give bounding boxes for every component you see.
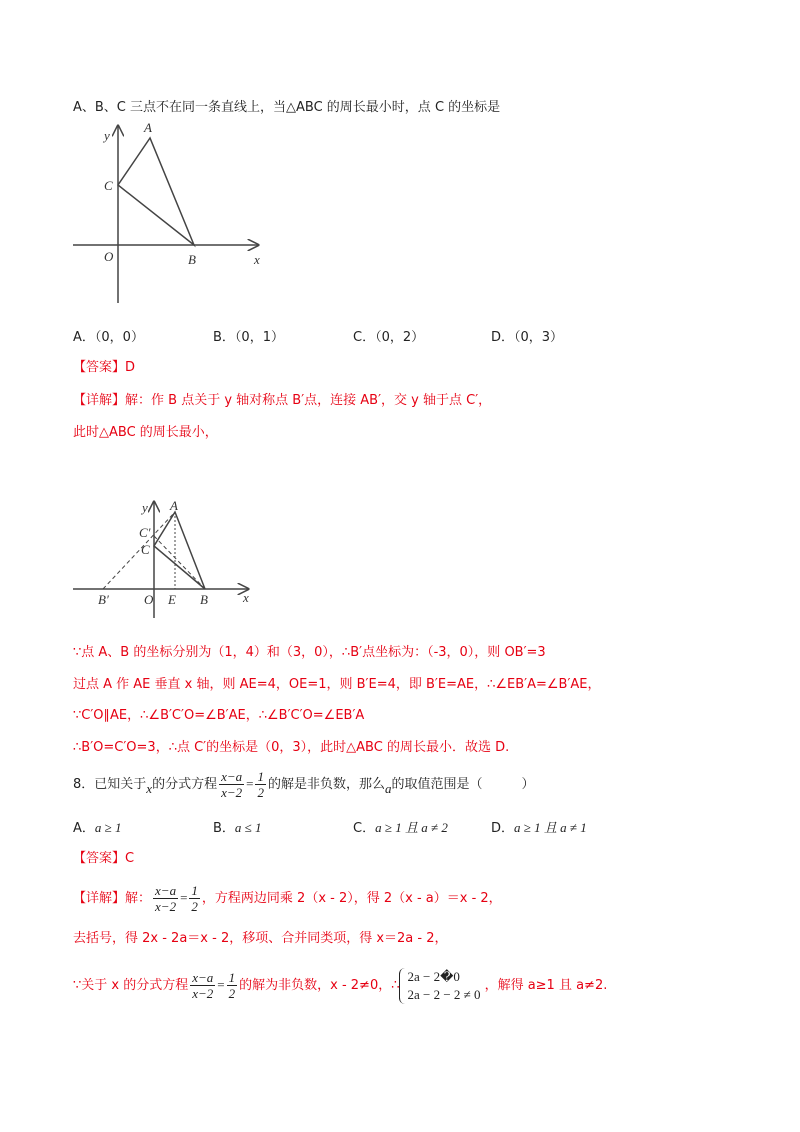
q8-option-d[interactable]: D．a ≥ 1 且 a ≠ 1 bbox=[491, 820, 587, 836]
segment-c-prime-b bbox=[154, 536, 205, 589]
label-e: E bbox=[168, 592, 176, 607]
label-b-prime: B′ bbox=[98, 592, 109, 607]
label-y-2: y bbox=[142, 500, 148, 515]
label-c-2: C bbox=[141, 542, 150, 557]
label-x-2: x bbox=[243, 590, 249, 605]
q8-fraction: $\frac{x-a}{x-2}$ bbox=[221, 769, 243, 800]
q8-detail-1: 【详解】解： $\frac{x-a}{x-2}$ = $\frac{1}{2}$ ，方程两边同乘 2（x - 2），得 2（x - a）＝x - 2， bbox=[73, 883, 502, 914]
figure-2 bbox=[68, 496, 268, 620]
q8-stem: 8．已知关于x的分式方程 $\frac{x-a}{x-2}$ = $\frac{1}{2}$ 的解是非负数，那么a的取值范围是（ ） bbox=[73, 769, 535, 800]
q8-line3-fraction: $\frac{x-a}{x-2}$ bbox=[192, 970, 214, 1001]
q8-inequality-system: 2a − 2�0 2a − 2 − 2 ≠ 0 bbox=[399, 968, 480, 1004]
segment-ab-prime bbox=[103, 512, 175, 589]
label-o-2: O bbox=[144, 592, 154, 607]
q7-detail-1: 【详解】解：作 B 点关于 y 轴对称点 B′点，连接 AB′，交 y 轴于点 C′， bbox=[73, 393, 492, 408]
q7-detail-2: 此时△ABC 的周长最小， bbox=[73, 425, 218, 440]
q8-detail-half: $\frac{1}{2}$ bbox=[191, 883, 198, 914]
q7-step-2: 过点 A 作 AE 垂直 x 轴，则 AE=4，OE=1，则 B′E=4，即 B′E=AE，∴∠EB′A=∠B′AE， bbox=[73, 677, 601, 692]
triangle-abc-2 bbox=[154, 512, 205, 589]
q8-answer: 【答案】C bbox=[73, 851, 135, 866]
q8-half: $\frac{1}{2}$ bbox=[257, 769, 264, 800]
label-a-2: A bbox=[170, 498, 178, 513]
label-o: O bbox=[104, 249, 114, 264]
q8-line3-half: $\frac{1}{2}$ bbox=[228, 970, 236, 1001]
q8-detail-fraction: $\frac{x-a}{x-2}$ bbox=[155, 883, 177, 914]
q7-step-3: ∵C′O∥AE，∴∠B′C′O=∠B′AE，∴∠B′C′O=∠EB′A bbox=[73, 708, 365, 723]
label-c-prime: C′ bbox=[139, 525, 151, 540]
label-b-2: B bbox=[200, 592, 208, 607]
triangle-abc bbox=[118, 138, 194, 245]
q7-stem: A、B、C 三点不在同一条直线上，当△ABC 的周长最小时，点 C 的坐标是 bbox=[73, 100, 501, 115]
q7-step-1: ∵点 A、B 的坐标分别为（1，4）和（3，0），∴B′点坐标为：（-3，0），则 OB′=3 bbox=[73, 645, 546, 660]
label-y: y bbox=[104, 128, 110, 143]
q7-step-4: ∴B′O=C′O=3，∴点 C′的坐标是（0，3），此时△ABC 的周长最小．故选 D. bbox=[73, 740, 510, 755]
label-b: B bbox=[188, 252, 196, 267]
label-x: x bbox=[254, 252, 260, 267]
label-c: C bbox=[104, 178, 113, 193]
q7-option-a[interactable]: A．（0，0） bbox=[73, 330, 144, 345]
q7-answer: 【答案】D bbox=[73, 360, 136, 375]
q8-detail-3: ∵关于 x 的分式方程 $\frac{x-a}{x-2}$ = $\frac{1}{2}$ 的解为非负数，x - 2≠0，∴ 2a − 2�0 2a − 2 − 2 ≠ 0 ，解得 a≥1 且 a≠2. bbox=[73, 968, 608, 1002]
q8-option-a[interactable]: A．a ≥ 1 bbox=[73, 820, 122, 836]
q7-option-d[interactable]: D．（0，3） bbox=[491, 330, 564, 345]
q8-detail-2: 去括号，得 2x - 2a＝x - 2，移项、合并同类项，得 x＝2a - 2， bbox=[73, 931, 448, 946]
q8-option-c[interactable]: C．a ≥ 1 且 a ≠ 2 bbox=[353, 820, 448, 836]
q7-option-c[interactable]: C．（0，2） bbox=[353, 330, 425, 345]
label-a: A bbox=[144, 120, 152, 135]
q8-option-b[interactable]: B．a ≤ 1 bbox=[213, 820, 262, 836]
q7-option-b[interactable]: B．（0，1） bbox=[213, 330, 284, 345]
figure-1 bbox=[68, 118, 268, 308]
